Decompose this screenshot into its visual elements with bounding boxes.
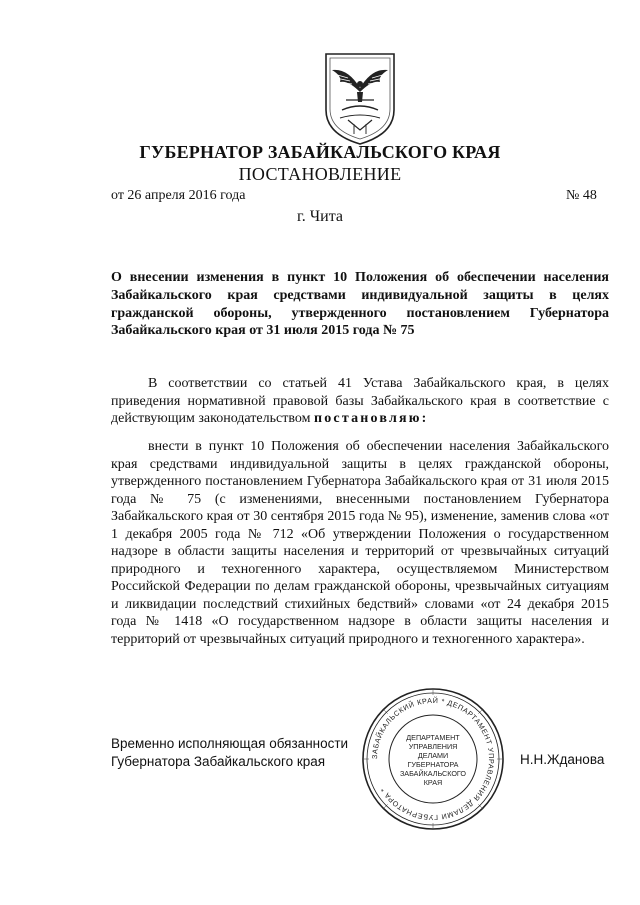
document-number: № 48 (566, 188, 597, 203)
coat-of-arms-icon (318, 48, 402, 146)
official-seal (360, 686, 506, 832)
heading-line: Забайкальского края средствами индивидуальной защиты в целях (111, 287, 609, 303)
document-type: ПОСТАНОВЛЕНИЕ (238, 164, 402, 184)
signatory-role (111, 735, 348, 771)
preamble-text: В соответствии со статьей 41 Устава Забайкальского края, в целях приведения нормативной правовой базы Забайкальского края в соответствие с действующим законодательством (111, 376, 609, 426)
seal-center-line: ДЕЛАМИ (417, 751, 449, 760)
heading-line: гражданской обороны, утвержденного постановлением Губернатора (111, 305, 609, 321)
resolution-keyword: постановляю: (313, 411, 429, 426)
seal-center-line: ДЕПАРТАМЕНТ (406, 733, 460, 742)
seal-ring-text: ЗАБАЙКАЛЬСКИЙ КРАЙ * ДЕПАРТАМЕНТ УПРАВЛЕНИЯ ДЕЛАМИ ГУБЕРНАТОРА * (369, 695, 497, 823)
seal-center-line: УПРАВЛЕНИЯ (408, 742, 458, 751)
signatory-name: Н.Н.Жданова (520, 752, 605, 767)
seal-center-line: ЗАБАЙКАЛЬСКОГО (399, 769, 467, 778)
resolution-paragraph: внести в пункт 10 Положения об обеспечении населения Забайкальского края средствами индивидуальной защиты в целях гражданской обороны, утвержденного постановлением Губернатора Забайкальского края от 31 июля 2015 года № 75 (с изменениями, внесенными постановлением Губернатора Забайкальского края от 30 сентября 2015 года № 95), изменение, заменив слова «от 1 декабря 2005 года № 712 «Об утверждении Положения о государственном надзоре в области защиты населения и территорий от чрезвычайных ситуаций природного и техногенного характера, осуществляемом Министерством Российской Федерации по делам гражданской обороны, чрезвычайных ситуациям и ликвидации последствий стихийных бедствий» словами «от 24 декабря 2015 года № 1418 «О государственном надзоре в области защиты населения и территорий от чрезвычайных ситуаций природного и техногенного характера». (111, 439, 609, 647)
document-city: г. Чита (296, 208, 343, 225)
heading-line: О внесении изменения в пункт 10 Положения об обеспечении населения (111, 270, 609, 285)
seal-center-line: КРАЯ (423, 778, 443, 787)
document-date: от 26 апреля 2016 года (111, 188, 246, 203)
heading-line: Забайкальского края от 31 июля 2015 года № 75 (111, 323, 415, 339)
seal-center-line: ГУБЕРНАТОРА (407, 760, 459, 769)
signatory-role-line: Временно исполняющая обязанности (111, 736, 349, 751)
preamble-paragraph (111, 375, 609, 428)
issuer-title: ГУБЕРНАТОР ЗАБАЙКАЛЬСКОГО КРАЯ (139, 142, 501, 162)
signatory-role-line: Губернатора Забайкальского края (111, 754, 326, 769)
document-heading (111, 269, 609, 340)
